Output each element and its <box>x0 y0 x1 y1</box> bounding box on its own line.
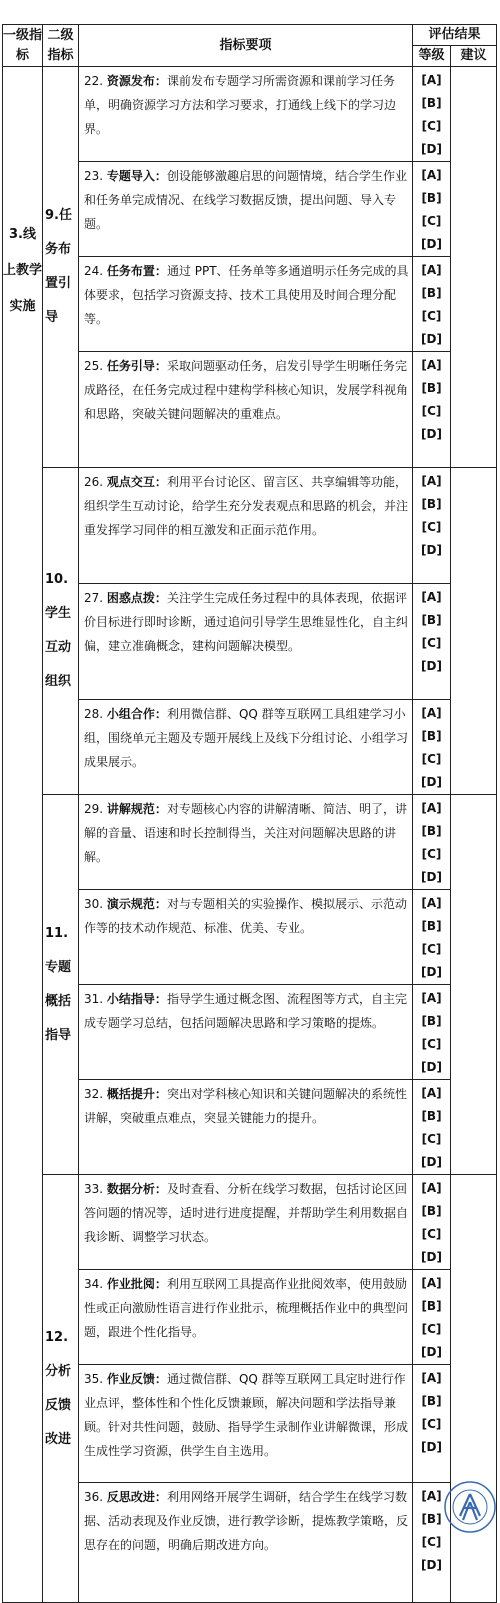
item-title: 反思改进： <box>106 1490 167 1504</box>
item-text: 利用平台讨论区、留言区、共享编辑等功能，组织学生互动讨论，给学生充分发表观点和思路的机会，并注重发挥学习同伴的相互激发和正面示范作用。 <box>84 475 409 537</box>
grade-options[interactable] <box>413 1080 451 1175</box>
grade-option[interactable]: [C] <box>421 847 442 861</box>
item-text: 通过微信群、QQ 群等互联网工具定时进行作业点评，整体性和个性化反馈兼顾，解决问题和学法指导兼顾。针对共性问题，鼓励、指导学生录制作业讲解微课，形成生成性学习资源，供学生自主选用。 <box>84 1372 409 1458</box>
grade-option[interactable]: [D] <box>421 965 442 979</box>
item-text: 课前发布专题学习所需资源和课前学习任务单，明确资源学习方法和学习要求，打通线上线下的学习边界。 <box>84 74 397 136</box>
grade-option[interactable]: [C] <box>421 636 442 650</box>
grade-options[interactable] <box>413 468 451 584</box>
indicator-item <box>79 985 413 1080</box>
indicator-item <box>79 468 413 584</box>
grade-option[interactable]: [B] <box>421 1512 442 1526</box>
grade-option[interactable]: [D] <box>421 1440 442 1454</box>
grade-option[interactable]: [B] <box>421 824 442 838</box>
indicator-item <box>79 1270 413 1365</box>
grade-option[interactable]: [A] <box>421 706 442 720</box>
item-number: 31. <box>84 992 104 1006</box>
indicator-item <box>79 67 413 162</box>
grade-option[interactable]: [D] <box>421 1250 442 1264</box>
item-text: 对专题核心内容的讲解清晰、简洁、明了，讲解的音量、语速和时长控制得当，关注对问题解决思路的讲解。 <box>84 802 407 864</box>
grade-option[interactable]: [C] <box>421 1132 442 1146</box>
grade-option[interactable]: [C] <box>421 1037 442 1051</box>
indicator-item <box>79 700 413 795</box>
grade-options[interactable] <box>413 1270 451 1365</box>
item-number: 25. <box>84 359 104 373</box>
suggestion-cell[interactable] <box>451 468 497 795</box>
grade-option[interactable]: [B] <box>421 1394 442 1408</box>
grade-option[interactable]: [A] <box>421 474 442 488</box>
level1-cell: 3.线上教学实施 <box>3 67 43 1603</box>
item-title: 作业反馈： <box>106 1372 167 1386</box>
grade-option[interactable]: [B] <box>421 286 442 300</box>
grade-option[interactable]: [D] <box>421 1060 442 1074</box>
item-text: 采取问题驱动任务，启发引导学生明晰任务完成路径，在任务完成过程中建构学科核心知识，发展学科视角和思路，突破关键问题解决的重难点。 <box>84 359 409 421</box>
header-grade: 等级 <box>413 46 451 67</box>
grade-option[interactable]: [A] <box>421 168 442 182</box>
item-text: 指导学生通过概念图、流程图等方式，自主完成专题学习总结，包括问题解决思路和学习策略的提炼。 <box>84 992 407 1030</box>
grade-option[interactable]: [A] <box>421 1371 442 1385</box>
item-text: 突出对学科核心知识和关键问题解决的系统性讲解，突破重点难点，突显关键能力的提升。 <box>84 1087 407 1125</box>
item-number: 29. <box>84 802 104 816</box>
item-title: 小组合作： <box>106 707 167 721</box>
grade-option[interactable]: [A] <box>421 991 442 1005</box>
level2-cell: 10.学生互动组织 <box>43 468 79 795</box>
grade-option[interactable]: [A] <box>421 1276 442 1290</box>
grade-option[interactable]: [D] <box>421 427 442 441</box>
level2-cell: 9.任务布置引导 <box>43 67 79 468</box>
grade-option[interactable]: [D] <box>421 332 442 346</box>
suggestion-cell[interactable] <box>451 1175 497 1603</box>
grade-option[interactable]: [B] <box>421 1299 442 1313</box>
item-text: 利用网络开展学生调研，结合学生在线学习数据、活动表现及作业反馈，进行教学诊断，提炼教学策略，反思存在的问题，明确后期改进方向。 <box>84 1490 409 1552</box>
grade-options[interactable] <box>413 162 451 257</box>
grade-option[interactable]: [B] <box>421 381 442 395</box>
grade-options[interactable] <box>413 67 451 162</box>
grade-option[interactable]: [C] <box>421 1227 442 1241</box>
item-number: 34. <box>84 1277 104 1291</box>
grade-option[interactable]: [A] <box>421 801 442 815</box>
grade-option[interactable]: [D] <box>421 142 442 156</box>
grade-option[interactable]: [A] <box>421 263 442 277</box>
grade-option[interactable]: [C] <box>421 1417 442 1431</box>
grade-option[interactable]: [D] <box>421 1558 442 1572</box>
grade-option[interactable]: [C] <box>421 752 442 766</box>
grade-option[interactable]: [D] <box>421 870 442 884</box>
item-number: 22. <box>84 74 104 88</box>
grade-option[interactable]: [C] <box>421 1322 442 1336</box>
grade-option[interactable]: [A] <box>421 1181 442 1195</box>
item-title: 专题导入： <box>106 169 167 183</box>
grade-option[interactable]: [B] <box>421 191 442 205</box>
item-text: 利用互联网工具提高作业批阅效率，使用鼓励性或正向激励性语言进行作业批示，梳理概括作业中的典型问题，跟进个性化指导。 <box>84 1277 409 1339</box>
item-number: 30. <box>84 897 104 911</box>
grade-options[interactable] <box>413 1175 451 1270</box>
item-text: 及时查看、分析在线学习数据，包括讨论区回答问题的情况等，适时进行进度提醒，并帮助学生利用数据自我诊断、调整学习状态。 <box>84 1182 409 1244</box>
item-title: 任务引导： <box>106 359 167 373</box>
header-level2: 二级指标 <box>43 25 79 67</box>
item-title: 讲解规范： <box>106 802 167 816</box>
item-number: 32. <box>84 1087 104 1101</box>
item-title: 演示规范： <box>106 897 167 911</box>
grade-option[interactable]: [C] <box>421 214 442 228</box>
item-text: 对与专题相关的实验操作、模拟展示、示范动作等的技术动作规范、标准、优美、专业。 <box>84 897 407 935</box>
header-items: 指标要项 <box>79 25 413 67</box>
item-title: 作业批阅： <box>106 1277 167 1291</box>
grade-options[interactable] <box>413 985 451 1080</box>
grade-option[interactable]: [B] <box>421 1109 442 1123</box>
grade-option[interactable]: [C] <box>421 119 442 133</box>
item-title: 任务布置： <box>106 264 167 278</box>
item-title: 数据分析： <box>106 1182 167 1196</box>
item-text: 关注学生完成任务过程中的具体表现，依据评价目标进行即时诊断，通过追问引导学生思维显性化，自主纠偏，建立准确概念，建构问题解决模型。 <box>84 591 409 653</box>
indicator-item <box>79 257 413 352</box>
item-number: 23. <box>84 169 104 183</box>
header-level1: 一级指标 <box>3 25 43 67</box>
level2-cell: 12.分析反馈改进 <box>43 1175 79 1603</box>
grade-option[interactable]: [A] <box>421 896 442 910</box>
evaluation-table <box>2 24 497 1603</box>
grade-option[interactable]: [A] <box>421 73 442 87</box>
grade-option[interactable]: [C] <box>421 1535 442 1549</box>
indicator-item <box>79 1483 413 1603</box>
item-number: 24. <box>84 264 104 278</box>
item-number: 36. <box>84 1490 104 1504</box>
indicator-item <box>79 795 413 890</box>
item-text: 通过 PPT、任务单等多通道明示任务完成的具体要求，包括学习资源支持、技术工具使用及时间合理分配等。 <box>84 264 409 326</box>
grade-options[interactable] <box>413 795 451 890</box>
grade-options[interactable] <box>413 584 451 700</box>
item-number: 28. <box>84 707 104 721</box>
grade-option[interactable]: [B] <box>421 729 442 743</box>
item-title: 概括提升： <box>106 1087 167 1101</box>
grade-option[interactable]: [D] <box>421 1345 442 1359</box>
indicator-item <box>79 1175 413 1270</box>
item-number: 33. <box>84 1182 104 1196</box>
item-number: 27. <box>84 591 104 605</box>
grade-option[interactable]: [B] <box>421 96 442 110</box>
grade-option[interactable]: [B] <box>421 497 442 511</box>
indicator-item <box>79 1365 413 1483</box>
table-row <box>3 1175 497 1270</box>
indicator-item <box>79 352 413 468</box>
grade-option[interactable]: [D] <box>421 543 442 557</box>
grade-option[interactable]: [A] <box>421 1086 442 1100</box>
suggestion-cell[interactable] <box>451 795 497 1175</box>
grade-options[interactable] <box>413 890 451 985</box>
table-row <box>3 468 497 584</box>
grade-option[interactable]: [B] <box>421 1014 442 1028</box>
grade-option[interactable]: [C] <box>421 520 442 534</box>
header-suggestion: 建议 <box>451 46 497 67</box>
grade-option[interactable]: [B] <box>421 919 442 933</box>
suggestion-cell[interactable] <box>451 67 497 468</box>
table-row <box>3 67 497 162</box>
grade-option[interactable]: [C] <box>421 404 442 418</box>
item-text: 创设能够激趣启思的问题情境，结合学生作业和任务单完成情况、在线学习数据反馈，提出问题、导入专题。 <box>84 169 407 231</box>
indicator-item <box>79 1080 413 1175</box>
level2-cell: 11.专题概括指导 <box>43 795 79 1175</box>
grade-option[interactable]: [D] <box>421 775 442 789</box>
grade-option[interactable]: [C] <box>421 309 442 323</box>
table-row <box>3 795 497 890</box>
grade-option[interactable]: [D] <box>421 1155 442 1169</box>
item-title: 困惑点拨： <box>106 591 167 605</box>
item-title: 小结指导： <box>106 992 167 1006</box>
grade-option[interactable]: [A] <box>421 358 442 372</box>
grade-option[interactable]: [D] <box>421 237 442 251</box>
item-title: 资源发布： <box>106 74 167 88</box>
item-number: 26. <box>84 475 104 489</box>
seal-stamp-icon <box>443 1480 497 1534</box>
item-title: 观点交互： <box>106 475 167 489</box>
grade-option[interactable]: [B] <box>421 1204 442 1218</box>
grade-option[interactable]: [D] <box>421 659 442 673</box>
indicator-item <box>79 584 413 700</box>
item-number: 35. <box>84 1372 104 1386</box>
grade-option[interactable]: [C] <box>421 942 442 956</box>
grade-options[interactable] <box>413 352 451 468</box>
indicator-item <box>79 162 413 257</box>
header-result: 评估结果 <box>413 25 497 46</box>
grade-options[interactable] <box>413 257 451 352</box>
grade-options[interactable] <box>413 1365 451 1483</box>
grade-options[interactable] <box>413 700 451 795</box>
grade-option[interactable]: [A] <box>421 590 442 604</box>
grade-option[interactable]: [A] <box>421 1489 442 1503</box>
grade-option[interactable]: [B] <box>421 613 442 627</box>
indicator-item <box>79 890 413 985</box>
item-text: 利用微信群、QQ 群等互联网工具组建学习小组，围绕单元主题及专题开展线上及线下分组讨论、小组学习成果展示。 <box>84 707 409 769</box>
